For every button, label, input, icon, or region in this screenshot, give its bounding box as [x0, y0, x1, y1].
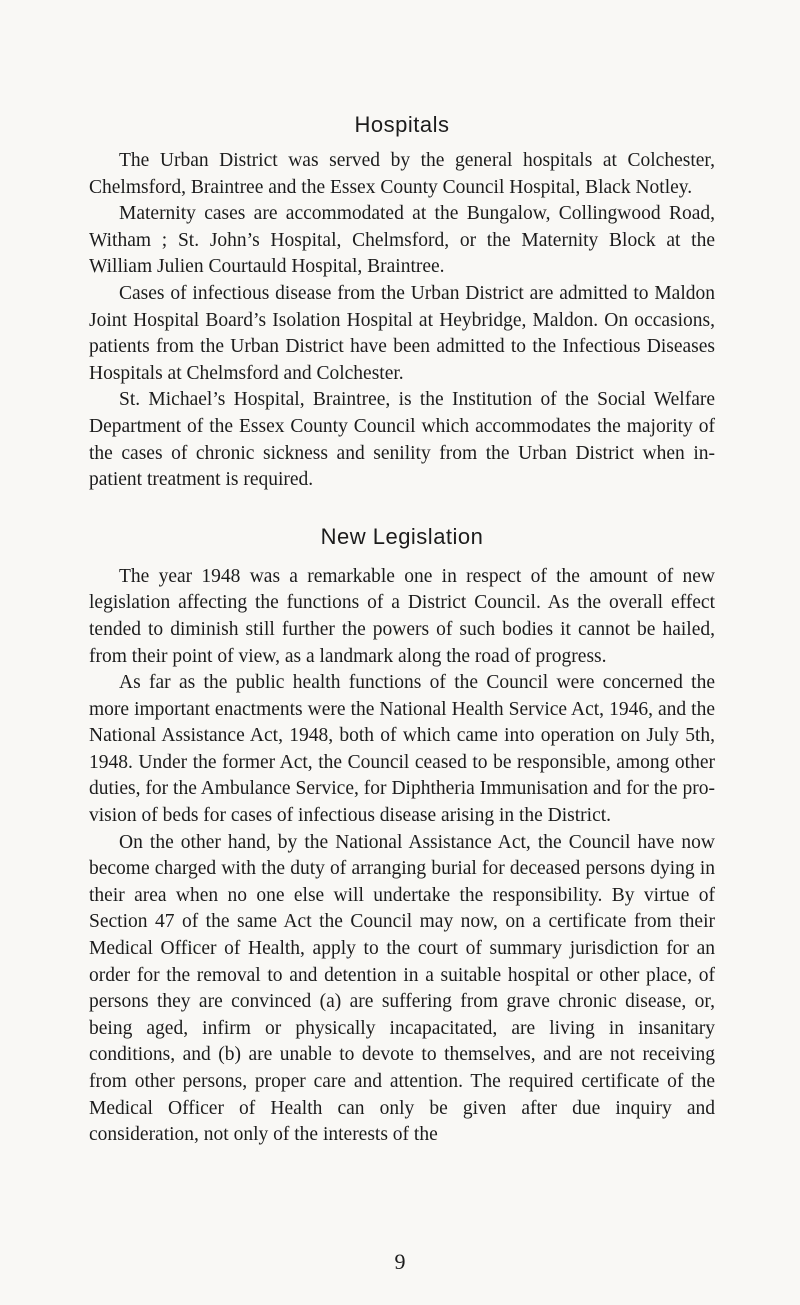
legislation-paragraph-3: On the other hand, by the National Assistance Act, the Council have now become charged with the duty of arranging burial for deceased persons dying in their area when no one else will undertake the responsibility. By virtue of Section 47 of the same Act the Council may now, on a certificate from their Medical Officer of Health, apply to the court of summary jurisdiction for an order for the removal to and detention in a suitable hospital or other place, of persons they are convinced (a) are suffering from grave chronic disease, or, being aged, infirm or physically incapacitated, are living in insanitary conditions, and (b) are unable to devote to themselves, and are not receiving from other persons, proper care and attention. The required certificate of the Medical Officer of Health can only be given after due inquiry and consideration, not only of the interests of the [89, 831, 715, 1146]
legislation-paragraph-1: The year 1948 was a remarkable one in respect of the amount of new legislation affecting the functions of a District Council. As the overall effect tended to diminish still further the powers of such bodies it cannot be hailed, from their point of view, as a landmark along the road of progress. [89, 565, 715, 667]
document-body [89, 112, 715, 1149]
page-number: 9 [394, 1249, 406, 1274]
section-heading-hospitals: Hospitals [354, 112, 450, 137]
legislation-paragraph-2: As far as the public health functions of the Council were concerned the more important enactments were the National Health Service Act, 1946, and the National Assistance Act, 1948, both of which came into operation on July 5th, 1948. Under the former Act, the Council ceased to be responsible, among other duties, for the Ambulance Service, for Diphtheria Immunisation and for the provision of beds for cases of infectious disease arising in the District. [89, 672, 715, 827]
hospitals-paragraph-1: The Urban District was served by the general hospitals at Colchester, Chelmsford, Braintree and the Essex County Council Hospital, Black Notley. [89, 150, 715, 198]
section-heading-new-legislation: New Legislation [320, 523, 484, 549]
hospitals-paragraph-4: St. Michael’s Hospital, Braintree, is the Institution of the Social Welfare Department of the Essex County Council which accommodates the majority of the cases of chronic sickness and senility from the Urban District when in-patient treatment is required. [89, 389, 715, 491]
hospitals-paragraph-2: Maternity cases are accommodated at the Bungalow, Collingwood Road, Witham ; St. John’s Hospital, Chelmsford, or the Maternity Block at the William Julien Courtauld Hospital, Braintree. [89, 203, 715, 278]
hospitals-paragraph-3: Cases of infectious disease from the Urban District are admitted to Maldon Joint Hospital Board’s Isolation Hospital at Heybridge, Maldon. On occasions, patients from the Urban District have been admitted to the Infectious Diseases Hospitals at Chelmsford and Colchester. [89, 282, 715, 384]
